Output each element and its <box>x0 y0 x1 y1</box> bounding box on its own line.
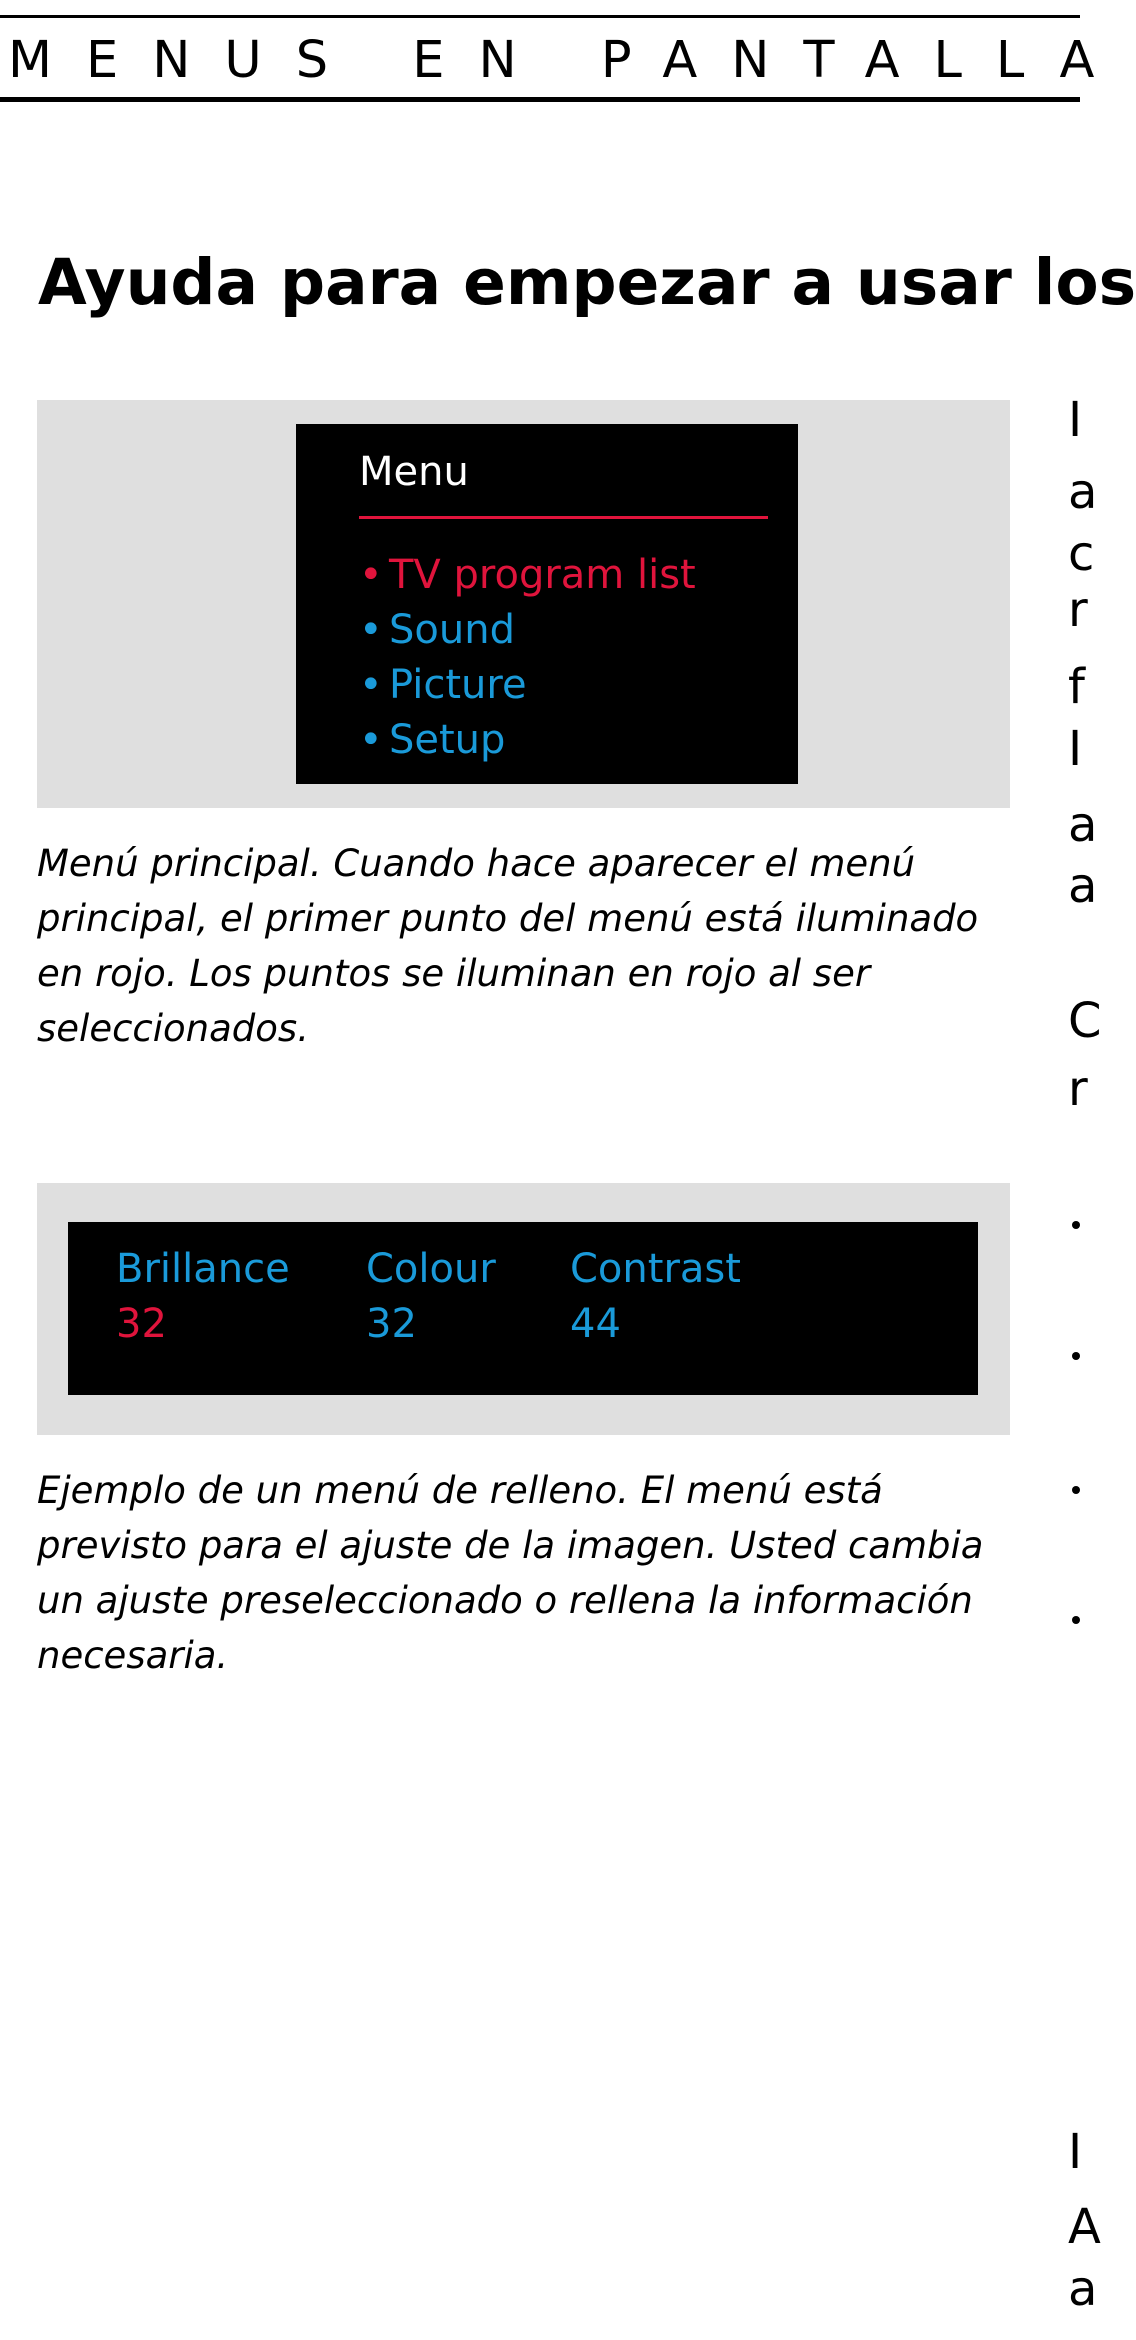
param-value: 32 <box>366 1301 417 1347</box>
menu-title: Menu <box>359 449 469 495</box>
fill-in-menu-screen <box>68 1222 978 1395</box>
clipped-text-glyph: r <box>1068 582 1088 638</box>
clipped-text-glyph: a <box>1068 797 1098 853</box>
header-rule-bottom <box>0 97 1080 102</box>
header-rule-top <box>0 15 1080 18</box>
clipped-bullet-dot <box>1072 1616 1080 1624</box>
clipped-bullet-dot <box>1072 1352 1080 1360</box>
clipped-text-glyph: I <box>1068 392 1083 448</box>
clipped-text-glyph: I <box>1068 721 1083 777</box>
clipped-text-glyph: a <box>1068 2261 1098 2317</box>
clipped-bullet-dot <box>1072 1486 1080 1494</box>
menu-title-underline <box>359 516 768 519</box>
menu-item-label: Picture <box>389 662 527 708</box>
param-colour <box>366 1242 496 1352</box>
clipped-bullet-dot <box>1072 1221 1080 1229</box>
menu-item-label: Setup <box>389 717 506 763</box>
menu-item-picture <box>359 658 696 713</box>
bullet-icon: • <box>359 662 383 708</box>
param-value: 32 <box>116 1301 167 1347</box>
param-contrast <box>570 1242 741 1352</box>
menu-item-setup <box>359 713 696 768</box>
fill-in-menu-caption: Ejemplo de un menú de relleno. El menú está previsto para el ajuste de la imagen. Usted cambia un ajuste preseleccionado o rellena la información necesaria. <box>37 1469 984 1677</box>
clipped-text-glyph: a <box>1068 858 1098 914</box>
param-label: Brillance <box>116 1246 290 1292</box>
clipped-text-glyph: a <box>1068 464 1098 520</box>
main-menu-caption: Menú principal. Cuando hace aparecer el menú principal, el primer punto del menú está iluminado en rojo. Los puntos se iluminan en rojo al ser seleccionados. <box>37 842 979 1050</box>
clipped-text-glyph: I <box>1068 2124 1083 2180</box>
clipped-text-glyph: c <box>1068 526 1095 582</box>
bullet-icon: • <box>359 607 383 653</box>
param-value: 44 <box>570 1301 621 1347</box>
menu-item-sound <box>359 603 696 658</box>
clipped-text-glyph: C <box>1068 993 1102 1049</box>
menu-item-label: TV program list <box>389 552 696 598</box>
param-label: Colour <box>366 1246 496 1292</box>
section-header: MENUS EN PANTALLA <box>8 31 1129 90</box>
clipped-text-glyph: A <box>1068 2199 1101 2255</box>
param-label: Contrast <box>570 1246 741 1292</box>
clipped-text-glyph: f <box>1068 659 1085 715</box>
bullet-icon: • <box>359 552 383 598</box>
param-brillance <box>116 1242 290 1352</box>
clipped-text-glyph: r <box>1068 1061 1088 1117</box>
menu-item-label: Sound <box>389 607 515 653</box>
main-menu-screen <box>296 424 798 784</box>
bullet-icon: • <box>359 717 383 763</box>
page-title: Ayuda para empezar a usar los <box>38 246 1136 319</box>
menu-list <box>359 548 696 768</box>
menu-item-tv-program-list <box>359 548 696 603</box>
